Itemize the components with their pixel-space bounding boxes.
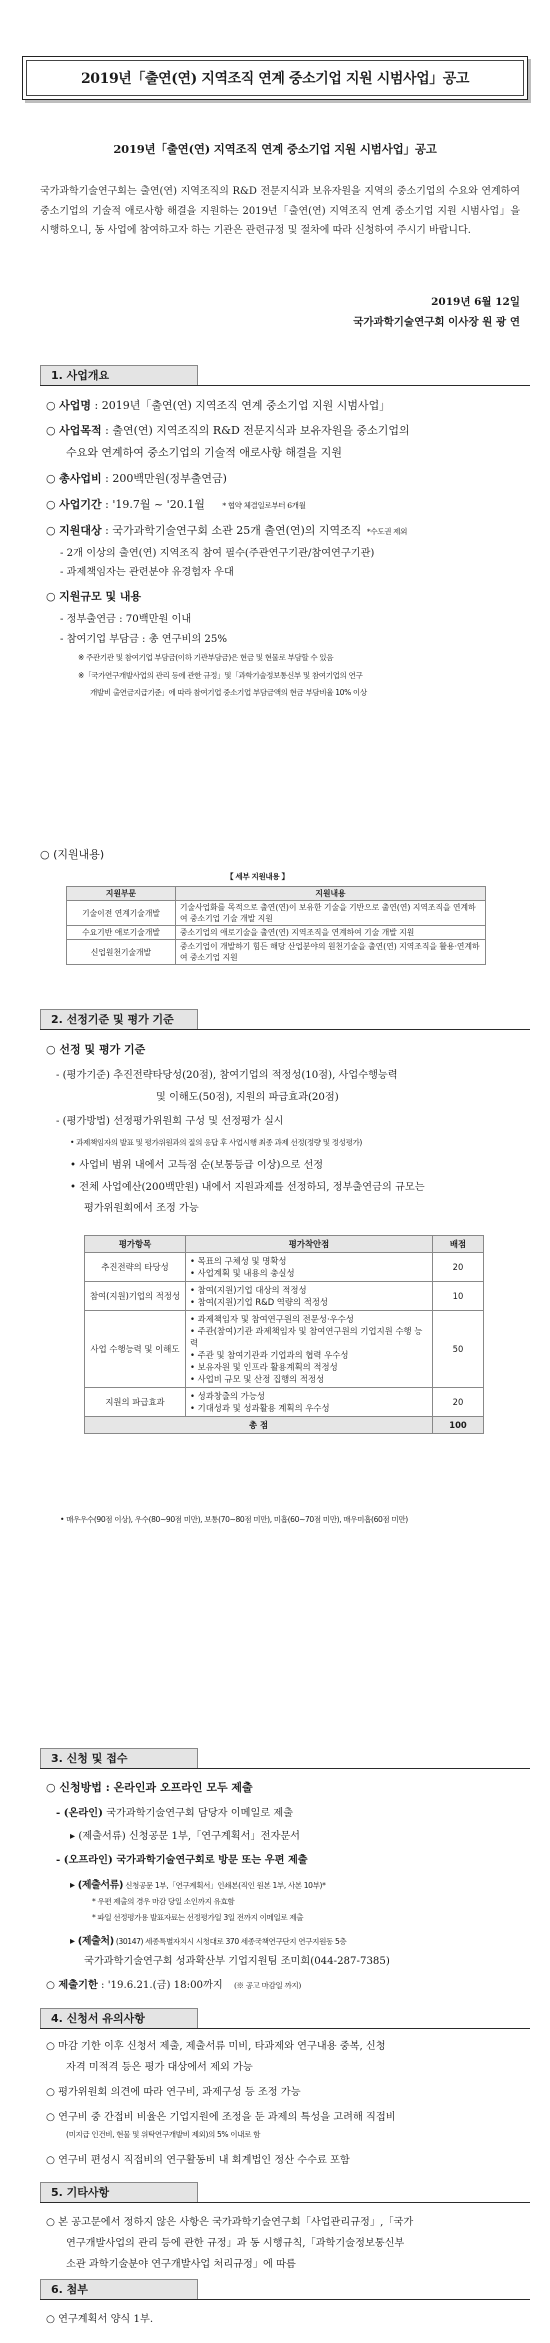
apply-deadline xyxy=(46,1976,301,1991)
item-target-value: : 국가과학기술연구회 소관 25개 출연(연)의 지역조직 xyxy=(101,524,362,537)
support-area: 수요기반 애로기술개발 xyxy=(67,926,176,940)
item-purpose: ○ 사업목적 : 출연(연) 지역조직의 R&D 전문지식과 보유자원을 중소기업의 xyxy=(46,424,410,437)
item-period-label: 사업기간 xyxy=(59,498,102,511)
intro-paragraph: 국가과학기술연구회는 출연(연) 지역조직의 R&D 전문지식과 보유자원을 지역의 중소기업의 수요와 연계하여 중소기업의 기술적 애로사항 해결을 지원하는 2019년「출연(연) 지역조직 연계 중소기업 지원 시범사업」을 시행하오니, 동 사업에 참여하고자 하는 기관은 관련규정 및 절차에 따라 신청하여 주시기 바랍니다. xyxy=(40,186,520,236)
item-period: ○ 사업기간 : '19.7월 ~ '20.1월 * 협약 체결일로부터 6개월 xyxy=(46,498,306,511)
eval-item: 참여(지원)기업의 적정성 xyxy=(85,1282,186,1311)
support-content: 중소기업이 개발하기 힘든 해당 산업분야의 원천기술을 출연(연) 지역조직을 활용·연계하여 중소기업 지원 xyxy=(176,940,486,965)
subtitle: 2019년「출연(연) 지역조직 연계 중소기업 지원 시범사업」공고 xyxy=(113,142,437,156)
eval-point: • 목표의 구체성 및 명확성 xyxy=(190,1256,287,1266)
criteria-l1b: 및 이해도(50점), 지원의 파급효과(20점) xyxy=(156,1092,339,1103)
col-header: 배점 xyxy=(433,1236,484,1253)
signer: 국가과학기술연구회 이사장 원 광 연 xyxy=(353,316,520,328)
item-budget: ○ 총사업비 : 200백만원(정부출연금) xyxy=(46,472,227,485)
note-1b: 자격 미적격 등은 평가 대상에서 제외 가능 xyxy=(66,2062,253,2073)
etc-l1: ○ 본 공고문에서 정하지 않은 사항은 국가과학기술연구회「사업관리규정」,「국가 xyxy=(46,2217,414,2228)
support-area: 신업원천기술개발 xyxy=(67,940,176,965)
support-box-title: 【 세부 지원내용 】 xyxy=(226,872,289,881)
apply-offline: - (오프라인) 국가과학기술연구회로 방문 또는 우편 제출 xyxy=(56,1854,308,1866)
section-6-title: 6. 첨부 xyxy=(40,2279,198,2299)
apply-method: ○ 신청방법 : 온라인과 오프라인 모두 제출 xyxy=(46,1781,253,1794)
evaluation-table xyxy=(84,1235,484,1434)
table-total-row xyxy=(85,1417,484,1434)
section-2-header xyxy=(40,1009,530,1030)
item-name: ○ 사업명 : 2019년「출연(연) 지역조직 연계 중소기업 지원 시범사업」 xyxy=(46,399,391,412)
item-scale-n2b: 개발비 출연금지급기준」에 따라 참여기업 중소기업 부담금액의 현금 부담비율 10% 이상 xyxy=(90,688,367,697)
etc-l3: 소관 과학기술분야 연구개발사업 처리규정」에 따름 xyxy=(66,2259,296,2270)
eval-item: 사업 수행능력 및 이해도 xyxy=(85,1311,186,1388)
criteria-l1a: - (평가기준) 추진전략타당성(20점), 참여기업의 적정성(10점), 사업수행능력 xyxy=(56,1070,398,1081)
criteria-b2: • 사업비 범위 내에서 고득점 순(보통등급 이상)으로 선정 xyxy=(70,1160,324,1171)
eval-point: • 기대성과 및 성과활용 계획의 우수성 xyxy=(190,1403,330,1413)
item-name-label: 사업명 xyxy=(59,399,91,412)
eval-score: 20 xyxy=(433,1253,484,1282)
table-row xyxy=(67,901,486,926)
item-target-d1: - 2개 이상의 출연(연) 지역조직 참여 필수(주관연구기관/참여연구기관) xyxy=(60,548,375,559)
page-title: 2019년「출연(연) 지역조직 연계 중소기업 지원 시범사업」공고 xyxy=(26,60,524,96)
item-budget-label: 총사업비 xyxy=(59,472,102,485)
note-1a: ○ 마감 기한 이후 신청서 제출, 제출서류 미비, 타과제와 연구내용 중복, 신청 xyxy=(46,2041,386,2052)
eval-point: • 사업비 규모 및 산정 집행의 적정성 xyxy=(190,1374,325,1384)
eval-score: 10 xyxy=(433,1282,484,1311)
item-budget-value: : 200백만원(정부출연금) xyxy=(101,472,227,485)
etc-l2: 연구개발사업의 관리 등에 관한 규정」과 동 시행규칙,「과학기술정보통신부 xyxy=(66,2238,405,2249)
support-content: 중소기업의 애로기술을 출연(연) 지역조직을 연계하여 기술 개발 지원 xyxy=(176,926,486,940)
eval-score: 20 xyxy=(433,1388,484,1417)
apply-online xyxy=(56,1804,293,1819)
eval-point: • 참여(지원)기업 대상의 적정성 xyxy=(190,1285,307,1295)
eval-points xyxy=(186,1311,433,1388)
note-3a: ○ 연구비 중 간접비 비율은 기업지원에 조정을 둔 과제의 특성을 고려해 직접비 xyxy=(46,2112,396,2123)
total-label: 총 점 xyxy=(85,1417,433,1434)
section-5-header xyxy=(40,2182,530,2203)
item-purpose-label: 사업목적 xyxy=(59,424,102,437)
table-row xyxy=(67,940,486,965)
section-2-title: 2. 선정기준 및 평가 기준 xyxy=(40,1009,198,1029)
section-3-header xyxy=(40,1748,530,1769)
item-name-value: : 2019년「출연(연) 지역조직 연계 중소기업 지원 시범사업」 xyxy=(91,399,391,412)
section-4-header xyxy=(40,2008,530,2029)
eval-point: • 사업계획 및 내용의 충실성 xyxy=(190,1268,295,1278)
col-header: 지원부문 xyxy=(67,887,176,901)
item-scale-n2a: ※「국가연구개발사업의 관리 등에 관한 규정」및「과학기술정보통신부 및 참여기업의 연구 xyxy=(78,671,363,680)
support-heading: ○ (지원내용) xyxy=(40,848,105,861)
eval-point: • 주관 및 참여기관과 기업과의 협력 우수성 xyxy=(190,1350,349,1360)
apply-offline-docs-label: ▸ (제출서류) xyxy=(70,1880,124,1891)
table-header-row xyxy=(85,1236,484,1253)
table-row xyxy=(85,1253,484,1282)
col-header: 지원내용 xyxy=(176,887,486,901)
apply-address-value: (30147) 세종특별자치시 시청대로 370 세종국책연구단지 연구지원동 5층 xyxy=(113,1937,347,1946)
eval-item: 추진전략의 타당성 xyxy=(85,1253,186,1282)
criteria-l2: - (평가방법) 선정평가위원회 구성 및 선정평가 실시 xyxy=(56,1116,284,1127)
item-scale: ○ 지원규모 및 내용 xyxy=(46,590,142,603)
criteria-b3b: 평가위원회에서 조정 가능 xyxy=(84,1203,199,1214)
item-purpose-cont: 수요와 연계하여 중소기업의 기술적 애로사항 해결을 지원 xyxy=(66,446,343,459)
item-scale-label: 지원규모 및 내용 xyxy=(59,590,142,603)
item-scale-d1: - 정부출연금 : 70백만원 이내 xyxy=(60,614,192,625)
item-period-note: * 협약 체결일로부터 6개월 xyxy=(222,501,306,510)
table-row xyxy=(85,1311,484,1388)
support-area: 기술이전 연계기술개발 xyxy=(67,901,176,926)
attachment-l1: ○ 연구계획서 양식 1부. xyxy=(46,2314,154,2325)
note-4: ○ 연구비 편성시 직접비의 연구활동비 내 회계법인 정산 수수료 포함 xyxy=(46,2155,350,2166)
section-1-header xyxy=(40,365,530,386)
support-table xyxy=(66,886,486,965)
apply-deadline-value: : '19.6.21.(금) 18:00까지 xyxy=(97,1980,223,1991)
note-2: ○ 평가위원회 의견에 따라 연구비, 과제구성 등 조정 가능 xyxy=(46,2087,301,2098)
eval-point: • 성과창출의 가능성 xyxy=(190,1391,265,1401)
apply-deadline-note: (※ 공고 마감일 까지) xyxy=(233,1981,301,1990)
item-scale-d2: - 참여기업 부담금 : 총 연구비의 25% xyxy=(60,634,228,645)
section-6-header xyxy=(40,2279,530,2300)
criteria-b3a: • 전체 사업예산(200백만원) 내에서 지원과제를 선정하되, 정부출연금의 규모는 xyxy=(70,1182,425,1193)
announcement-date: 2019년 6월 12일 xyxy=(431,296,520,308)
eval-point: • 참여(지원)기업 R&D 역량의 적정성 xyxy=(190,1297,329,1307)
table-row xyxy=(85,1282,484,1311)
eval-item: 지원의 파급효과 xyxy=(85,1388,186,1417)
table-row xyxy=(67,926,486,940)
section-4-title: 4. 신청서 유의사항 xyxy=(40,2008,198,2028)
total-score: 100 xyxy=(433,1417,484,1434)
item-target-note: *수도권 제외 xyxy=(366,527,408,536)
item-scale-n1: ※ 주관기관 및 참여기업 부담금(이하 기관부담금)은 현금 및 현물로 부담할 수 있음 xyxy=(78,653,334,662)
item-target: ○ 지원대상 : 국가과학기술연구회 소관 25개 출연(연)의 지역조직 *수도권 제외 xyxy=(46,524,408,537)
eval-points xyxy=(186,1253,433,1282)
apply-online-value: 국가과학기술연구회 담당자 이메일로 제출 xyxy=(102,1808,294,1819)
grade-footnote: • 매우우수(90점 이상), 우수(80~90점 미만), 보통(70~80점 미만), 미흡(60~70점 미만), 매우미흡(60점 미만) xyxy=(60,1515,408,1524)
apply-offline-docs-value: 신청공문 1부,「연구계획서」인쇄본(직인 원본 1부, 사본 10부)* xyxy=(123,1881,326,1890)
item-target-d2: - 과제책임자는 관련분야 유경험자 우대 xyxy=(60,567,234,578)
eval-points xyxy=(186,1388,433,1417)
eval-score: 50 xyxy=(433,1311,484,1388)
criteria-heading: ○ 선정 및 평가 기준 xyxy=(46,1043,146,1056)
apply-offline-n2: * 파일 선정평가용 발표자료는 선정평가일 3일 전까지 이메일로 제출 xyxy=(92,1913,304,1922)
criteria-b1: • 과제책임자의 발표 및 평가위원과의 질의 응답 후 사업시행 최종 과제 선정(정량 및 정성평가) xyxy=(70,1138,362,1147)
col-header: 평가항목 xyxy=(85,1236,186,1253)
eval-point: • 보유자원 및 인프라 활용계획의 적정성 xyxy=(190,1362,338,1372)
apply-deadline-label: ○ 제출기한 xyxy=(46,1979,98,1991)
apply-offline-docs xyxy=(70,1876,325,1891)
section-3-title: 3. 신청 및 접수 xyxy=(40,1748,198,1768)
col-header: 평가착안점 xyxy=(186,1236,433,1253)
apply-address-l2: 국가과학기술연구회 성과확산부 기업지원팀 조미희(044-287-7385) xyxy=(84,1956,390,1967)
eval-points xyxy=(186,1282,433,1311)
support-content: 기술사업화를 목적으로 출연(연)이 보유한 기술을 기반으로 출연(연) 지역조직을 연계하여 중소기업 기술 개발 지원 xyxy=(176,901,486,926)
eval-point: • 과제책임자 및 참여연구원의 전문성·우수성 xyxy=(190,1314,354,1324)
apply-address xyxy=(70,1932,346,1947)
table-header-row xyxy=(67,887,486,901)
apply-online-docs: ▸ (제출서류) 신청공문 1부,「연구계획서」전자문서 xyxy=(70,1831,301,1842)
section-5-title: 5. 기타사항 xyxy=(40,2182,198,2202)
item-purpose-value: : 출연(연) 지역조직의 R&D 전문지식과 보유자원을 중소기업의 xyxy=(101,424,410,437)
item-period-value: : '19.7월 ~ '20.1월 xyxy=(101,498,205,511)
apply-online-label: - (온라인) xyxy=(56,1807,103,1819)
title-box xyxy=(22,56,528,100)
apply-offline-n1: * 우편 제출의 경우 마감 당일 소인까지 유효함 xyxy=(92,1897,235,1906)
item-target-label: 지원대상 xyxy=(59,524,102,537)
section-1-title: 1. 사업개요 xyxy=(40,365,198,385)
note-3b: (미지급 인건비, 현물 및 위탁연구개발비 제외)의 5% 이내로 함 xyxy=(66,2130,261,2139)
apply-address-label: ▸ (제출처) xyxy=(70,1936,114,1947)
eval-point: • 주관(참여)기관 과제책임자 및 참여연구원의 기업지원 수행 능력 xyxy=(190,1326,423,1348)
table-row xyxy=(85,1388,484,1417)
